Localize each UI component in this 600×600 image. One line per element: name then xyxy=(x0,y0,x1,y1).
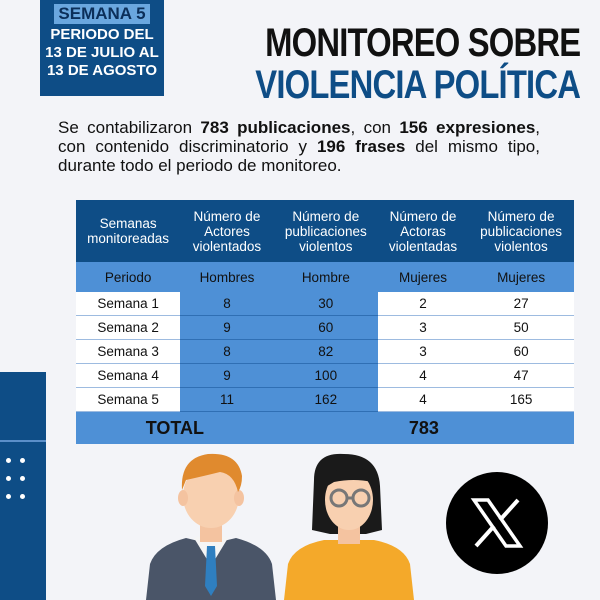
cell-publicaciones-m: 27 xyxy=(468,292,574,316)
subheader-hombre: Hombre xyxy=(274,262,378,292)
cell-actoras: 2 xyxy=(378,292,468,316)
table-row xyxy=(76,364,574,388)
total-row xyxy=(76,412,574,445)
decorative-panel xyxy=(0,372,46,600)
summary-bold-publicaciones: 783 publicaciones xyxy=(200,118,351,137)
cell-publicaciones-m: 47 xyxy=(468,364,574,388)
cell-actoras: 3 xyxy=(378,340,468,364)
summary-text-1: Se contabilizaron xyxy=(58,118,201,137)
summary-paragraph xyxy=(58,118,540,175)
row-label: Semana 3 xyxy=(76,340,180,364)
cell-publicaciones-h: 60 xyxy=(274,316,378,340)
title-line-1: MONITOREO SOBRE xyxy=(264,21,580,65)
cell-publicaciones-m: 50 xyxy=(468,316,574,340)
period-line-3: 13 DE AGOSTO xyxy=(46,62,158,79)
x-logo-icon xyxy=(446,472,548,574)
cell-actoras: 4 xyxy=(378,364,468,388)
subheader-mujeres: Mujeres xyxy=(378,262,468,292)
cell-publicaciones-h: 100 xyxy=(274,364,378,388)
title-line-2: VIOLENCIA POLÍTICA xyxy=(255,63,580,107)
row-label: Semana 1 xyxy=(76,292,180,316)
summary-bold-frases: 196 frases xyxy=(316,137,406,156)
total-label: TOTAL xyxy=(76,412,274,445)
x-mark-icon xyxy=(470,496,524,550)
header-publicaciones-mujeres: Número de publicaciones violentos xyxy=(468,200,574,262)
summary-bold-expresiones: 156 expresiones xyxy=(399,118,536,137)
woman-avatar-icon xyxy=(284,452,414,600)
table-subheader-row xyxy=(76,262,574,292)
cell-publicaciones-h: 162 xyxy=(274,388,378,412)
cell-publicaciones-h: 30 xyxy=(274,292,378,316)
summary-text-4: del mismo tipo, durante todo el periodo de monitoreo. xyxy=(58,137,540,175)
subheader-mujeres-2: Mujeres xyxy=(468,262,574,292)
cell-actores: 9 xyxy=(180,316,274,340)
total-value: 783 xyxy=(274,412,574,445)
table-row xyxy=(76,292,574,316)
header-semanas: Semanas monitoreadas xyxy=(76,200,180,262)
cell-publicaciones-m: 165 xyxy=(468,388,574,412)
cell-actores: 8 xyxy=(180,292,274,316)
week-badge xyxy=(40,0,164,96)
cell-actores: 11 xyxy=(180,388,274,412)
subheader-periodo: Periodo xyxy=(76,262,180,292)
table-header-row xyxy=(76,200,574,262)
summary-text-2: , con xyxy=(350,118,400,137)
cell-publicaciones-h: 82 xyxy=(274,340,378,364)
cell-publicaciones-m: 60 xyxy=(468,340,574,364)
row-label: Semana 4 xyxy=(76,364,180,388)
period-line-2: 13 DE JULIO AL xyxy=(45,44,159,61)
header-actoras: Número de Actoras violentadas xyxy=(378,200,468,262)
table-row xyxy=(76,316,574,340)
table-row xyxy=(76,388,574,412)
row-label: Semana 2 xyxy=(76,316,180,340)
header-publicaciones-hombres: Número de publicaciones violentos xyxy=(274,200,378,262)
summary-text-3: , con contenido discriminatorio y xyxy=(58,118,541,156)
header-actores: Número de Actores violentados xyxy=(180,200,274,262)
cell-actores: 8 xyxy=(180,340,274,364)
week-label: SEMANA 5 xyxy=(54,4,150,24)
table-row xyxy=(76,340,574,364)
cell-actoras: 3 xyxy=(378,316,468,340)
cell-actoras: 4 xyxy=(378,388,468,412)
period-line-1: PERIODO DEL xyxy=(50,26,154,43)
decorative-line xyxy=(0,440,46,442)
man-avatar-icon xyxy=(146,446,276,600)
subheader-hombres: Hombres xyxy=(180,262,274,292)
cell-actores: 9 xyxy=(180,364,274,388)
row-label: Semana 5 xyxy=(76,388,180,412)
monitoring-table xyxy=(76,200,574,444)
